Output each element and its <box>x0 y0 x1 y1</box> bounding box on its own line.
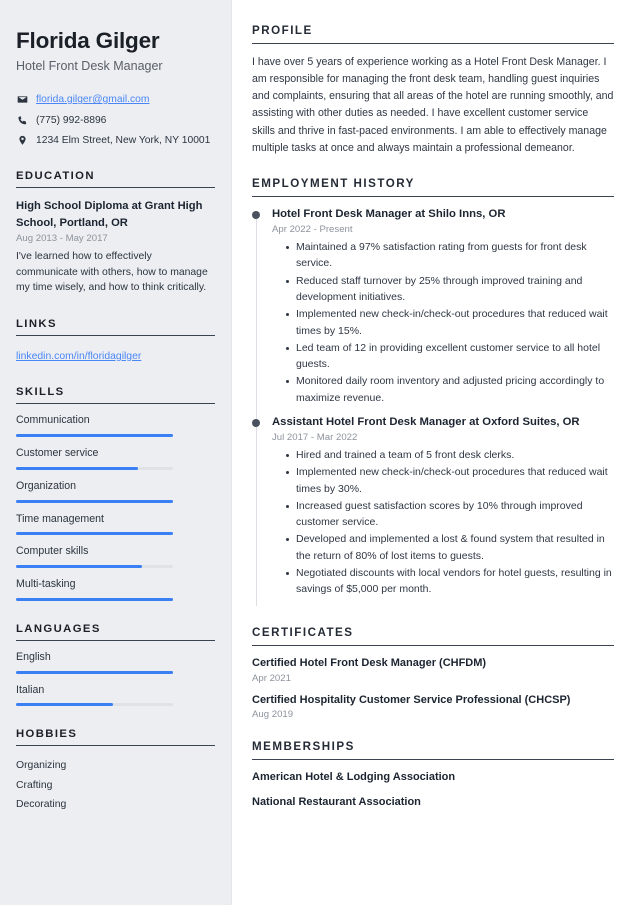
certificates-heading: CERTIFICATES <box>252 626 354 640</box>
employment-bullet: Led team of 12 in providing excellent customer service to all hotel guests. <box>286 340 614 373</box>
employment-heading: EMPLOYMENT HISTORY <box>252 176 415 190</box>
hobbies-heading: HOBBIES <box>16 728 78 741</box>
links-section <box>16 318 215 365</box>
contact-list <box>16 92 215 148</box>
certificates-heading-rule <box>252 645 614 646</box>
skill-level-fill <box>16 598 173 601</box>
skill-level-track <box>16 467 173 470</box>
skills-heading: SKILLS <box>16 386 65 399</box>
memberships-heading-rule <box>252 759 614 760</box>
employment-bullet: Maintained a 97% satisfaction rating from guests for front desk service. <box>286 239 614 272</box>
education-heading: EDUCATION <box>16 170 95 183</box>
timeline-dot-icon <box>252 419 260 427</box>
hobby-item: Decorating <box>16 798 67 810</box>
skill-level-fill <box>16 565 142 568</box>
profile-text: I have over 5 years of experience working as a Hotel Front Desk Manager. I am responsible for managing the front desk team, handling guest inquiries and complaints, ensuring that all areas of the hotel are running smoothly, and assisting with other duties as needed. I have excellent customer service skills and thrive in fast-paced environments. I am able to effectively manage multiple tasks at once and always maintain a professional demeanor. <box>252 56 614 154</box>
employment-timeline <box>252 207 614 607</box>
hobby-item: Crafting <box>16 779 53 791</box>
skill-level-fill <box>16 500 173 503</box>
skills-list <box>16 414 215 601</box>
skill-item <box>16 545 215 568</box>
skill-label: Computer skills <box>16 545 89 558</box>
skill-level-fill <box>16 532 173 535</box>
employment-date: Jul 2017 - Mar 2022 <box>272 432 358 444</box>
memberships-heading: MEMBERSHIPS <box>252 740 355 754</box>
timeline-line <box>256 427 257 607</box>
employment-date: Apr 2022 - Present <box>272 224 353 236</box>
language-level-fill <box>16 671 173 674</box>
certificate-name: Certified Hotel Front Desk Manager (CHFDM) <box>252 657 487 670</box>
employment-bullet-list <box>272 239 614 406</box>
certificate-name: Certified Hospitality Customer Service Professional (CHCSP) <box>252 693 571 706</box>
employment-bullet: Implemented new check-in/check-out procedures that reduced wait times by 30%. <box>286 464 614 497</box>
links-heading-rule <box>16 335 215 336</box>
contact-email-value[interactable]: florida.gilger@gmail.com <box>36 94 150 106</box>
sidebar <box>0 0 232 905</box>
hobbies-list <box>16 756 215 814</box>
certificates-section <box>252 626 614 720</box>
certificates-list <box>252 656 614 720</box>
contact-phone-value: (775) 992-8896 <box>36 114 107 126</box>
main-content <box>232 0 640 905</box>
certificate-item <box>252 656 614 683</box>
membership-item: American Hotel & Lodging Association <box>252 771 456 784</box>
employment-bullet: Developed and implemented a lost & found system that resulted in the return of 80% of lost items to guests. <box>286 531 614 564</box>
employment-bullet-list <box>272 447 614 597</box>
contact-address-value: 1234 Elm Street, New York, NY 10001 <box>36 135 211 146</box>
skill-label: Time management <box>16 512 104 525</box>
contact-phone-row <box>16 113 215 128</box>
employment-bullet: Hired and trained a team of 5 front desk clerks. <box>286 447 614 463</box>
employment-entry <box>252 415 614 607</box>
education-heading-rule <box>16 187 215 188</box>
language-level-track <box>16 703 173 706</box>
skill-item <box>16 578 215 601</box>
candidate-name: Florida Gilger <box>16 28 160 53</box>
memberships-list <box>252 770 614 810</box>
employment-bullet: Monitored daily room inventory and adjusted pricing accordingly to maximize revenue. <box>286 373 614 406</box>
certificate-date: Aug 2019 <box>252 709 294 721</box>
skill-label: Multi-tasking <box>16 578 76 591</box>
education-section <box>16 170 215 295</box>
employment-bullet: Reduced staff turnover by 25% through improved training and development initiatives. <box>286 273 614 306</box>
skill-label: Organization <box>16 479 77 492</box>
languages-section <box>16 623 215 707</box>
phone-icon <box>16 115 28 126</box>
languages-list <box>16 651 215 707</box>
employment-heading-rule <box>252 196 614 197</box>
language-label: Italian <box>16 683 45 696</box>
hobbies-heading-rule <box>16 745 215 746</box>
skill-label: Customer service <box>16 447 99 460</box>
language-level-track <box>16 671 173 674</box>
skill-level-track <box>16 598 173 601</box>
languages-heading-rule <box>16 640 215 641</box>
link-item-linkedin[interactable]: linkedin.com/in/floridagilger <box>16 350 142 362</box>
map-pin-icon <box>16 135 28 146</box>
skill-level-track <box>16 434 173 437</box>
employment-bullet: Negotiated discounts with local vendors for hotel guests, resulting in savings of $5,000 per month. <box>286 565 614 598</box>
profile-heading-rule <box>252 43 614 44</box>
skill-level-track <box>16 532 173 535</box>
language-item <box>16 684 215 707</box>
hobbies-section <box>16 728 215 814</box>
skill-level-fill <box>16 467 138 470</box>
timeline-dot-icon <box>252 211 260 219</box>
education-title: High School Diploma at Grant High School, Portland, OR <box>16 200 203 229</box>
employment-section <box>252 177 614 607</box>
certificate-item <box>252 693 614 720</box>
language-level-fill <box>16 703 113 706</box>
skill-level-track <box>16 565 173 568</box>
hobby-item: Organizing <box>16 760 67 772</box>
employment-title: Hotel Front Desk Manager at Shilo Inns, OR <box>272 207 506 220</box>
skill-item <box>16 513 215 536</box>
education-entry <box>16 198 215 295</box>
memberships-section <box>252 740 614 810</box>
skill-item <box>16 480 215 503</box>
envelope-icon <box>16 94 28 105</box>
language-item <box>16 651 215 674</box>
timeline-line <box>256 219 257 419</box>
contact-address-row <box>16 133 215 148</box>
employment-title: Assistant Hotel Front Desk Manager at Oxford Suites, OR <box>272 415 580 428</box>
skill-label: Communication <box>16 414 90 427</box>
profile-heading: PROFILE <box>252 24 313 37</box>
skills-heading-rule <box>16 403 215 404</box>
candidate-job-title: Hotel Front Desk Manager <box>16 58 163 73</box>
skills-section <box>16 386 215 601</box>
employment-bullet: Increased guest satisfaction scores by 10% through improved customer service. <box>286 498 614 531</box>
employment-entry <box>252 207 614 415</box>
languages-heading: LANGUAGES <box>16 622 101 635</box>
education-date: Aug 2013 - May 2017 <box>16 232 108 244</box>
profile-section <box>252 24 614 157</box>
links-heading: LINKS <box>16 317 57 330</box>
skill-level-track <box>16 500 173 503</box>
skill-item <box>16 447 215 470</box>
contact-email-row[interactable] <box>16 92 215 107</box>
language-label: English <box>16 650 51 663</box>
membership-item: National Restaurant Association <box>252 795 421 808</box>
skill-level-fill <box>16 434 173 437</box>
certificate-date: Apr 2021 <box>252 672 291 684</box>
employment-bullet: Implemented new check-in/check-out procedures that reduced wait times by 15%. <box>286 306 614 339</box>
skill-item <box>16 414 215 437</box>
education-description: I've learned how to effectively communicate with others, how to manage my time wisely, and how to think critically. <box>16 250 208 294</box>
